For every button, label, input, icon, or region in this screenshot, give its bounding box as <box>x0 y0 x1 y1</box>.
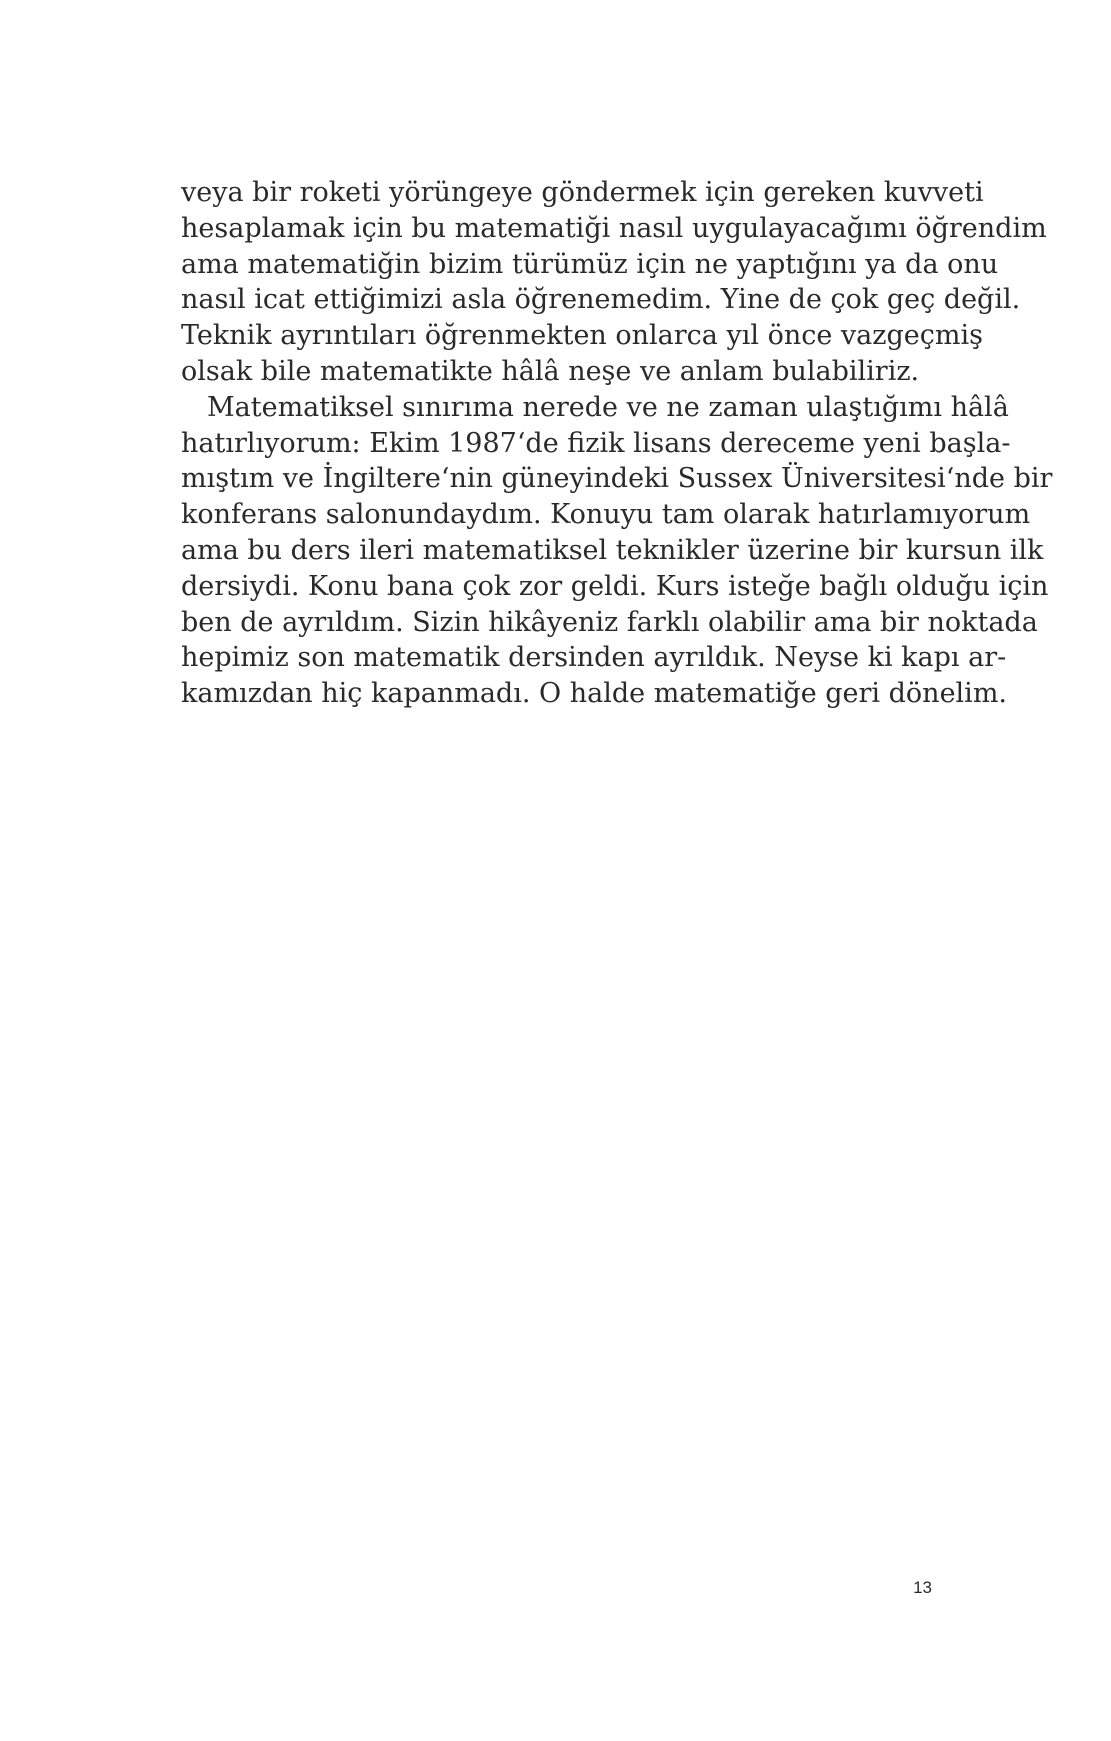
text-line: kamızdan hiç kapanmadı. O halde matematiğe geri dönelim. <box>181 678 1008 710</box>
text-line: Teknik ayrıntıları öğrenmekten onlarca yıl önce vazgeçmiş <box>181 320 983 352</box>
text-line: hepimiz son matematik dersinden ayrıldık. Neyse ki kapı ar- <box>181 642 1007 674</box>
page-number: 13 <box>913 1578 932 1597</box>
paragraph-1 <box>181 175 1047 390</box>
text-line: mıştım ve İngiltere‘nin güneyindeki Sussex Üniversitesi‘nde bir <box>181 463 1053 495</box>
text-line: olsak bile matematikte hâlâ neşe ve anlam bulabiliriz. <box>181 355 920 387</box>
text-line: ama bu ders ileri matematiksel teknikler üzerine bir kursun ilk <box>181 534 1044 566</box>
text-line: ben de ayrıldım. Sizin hikâyeniz farklı olabilir ama bir noktada <box>181 606 1038 638</box>
text-line: Matematiksel sınırıma nerede ve ne zaman ulaştığımı hâlâ <box>207 391 1009 423</box>
text-line: konferans salonundaydım. Konuyu tam olarak hatırlamıyorum <box>181 499 1031 531</box>
text-line: hesaplamak için bu matematiği nasıl uygulayacağımı öğrendim <box>181 212 1047 244</box>
body-text <box>181 175 1053 712</box>
paragraph-2 <box>181 390 1053 712</box>
text-line: nasıl icat ettiğimizi asla öğrenemedim. Yine de çok geç değil. <box>181 284 1021 316</box>
text-line: veya bir roketi yörüngeye göndermek için gereken kuvveti <box>181 177 984 208</box>
text-line: dersiydi. Konu bana çok zor geldi. Kurs isteğe bağlı olduğu için <box>181 570 1049 602</box>
text-line: hatırlıyorum: Ekim 1987‘de fizik lisans dereceme yeni başla- <box>181 427 1011 459</box>
text-line: ama matematiğin bizim türümüz için ne yaptığını ya da onu <box>181 248 999 280</box>
